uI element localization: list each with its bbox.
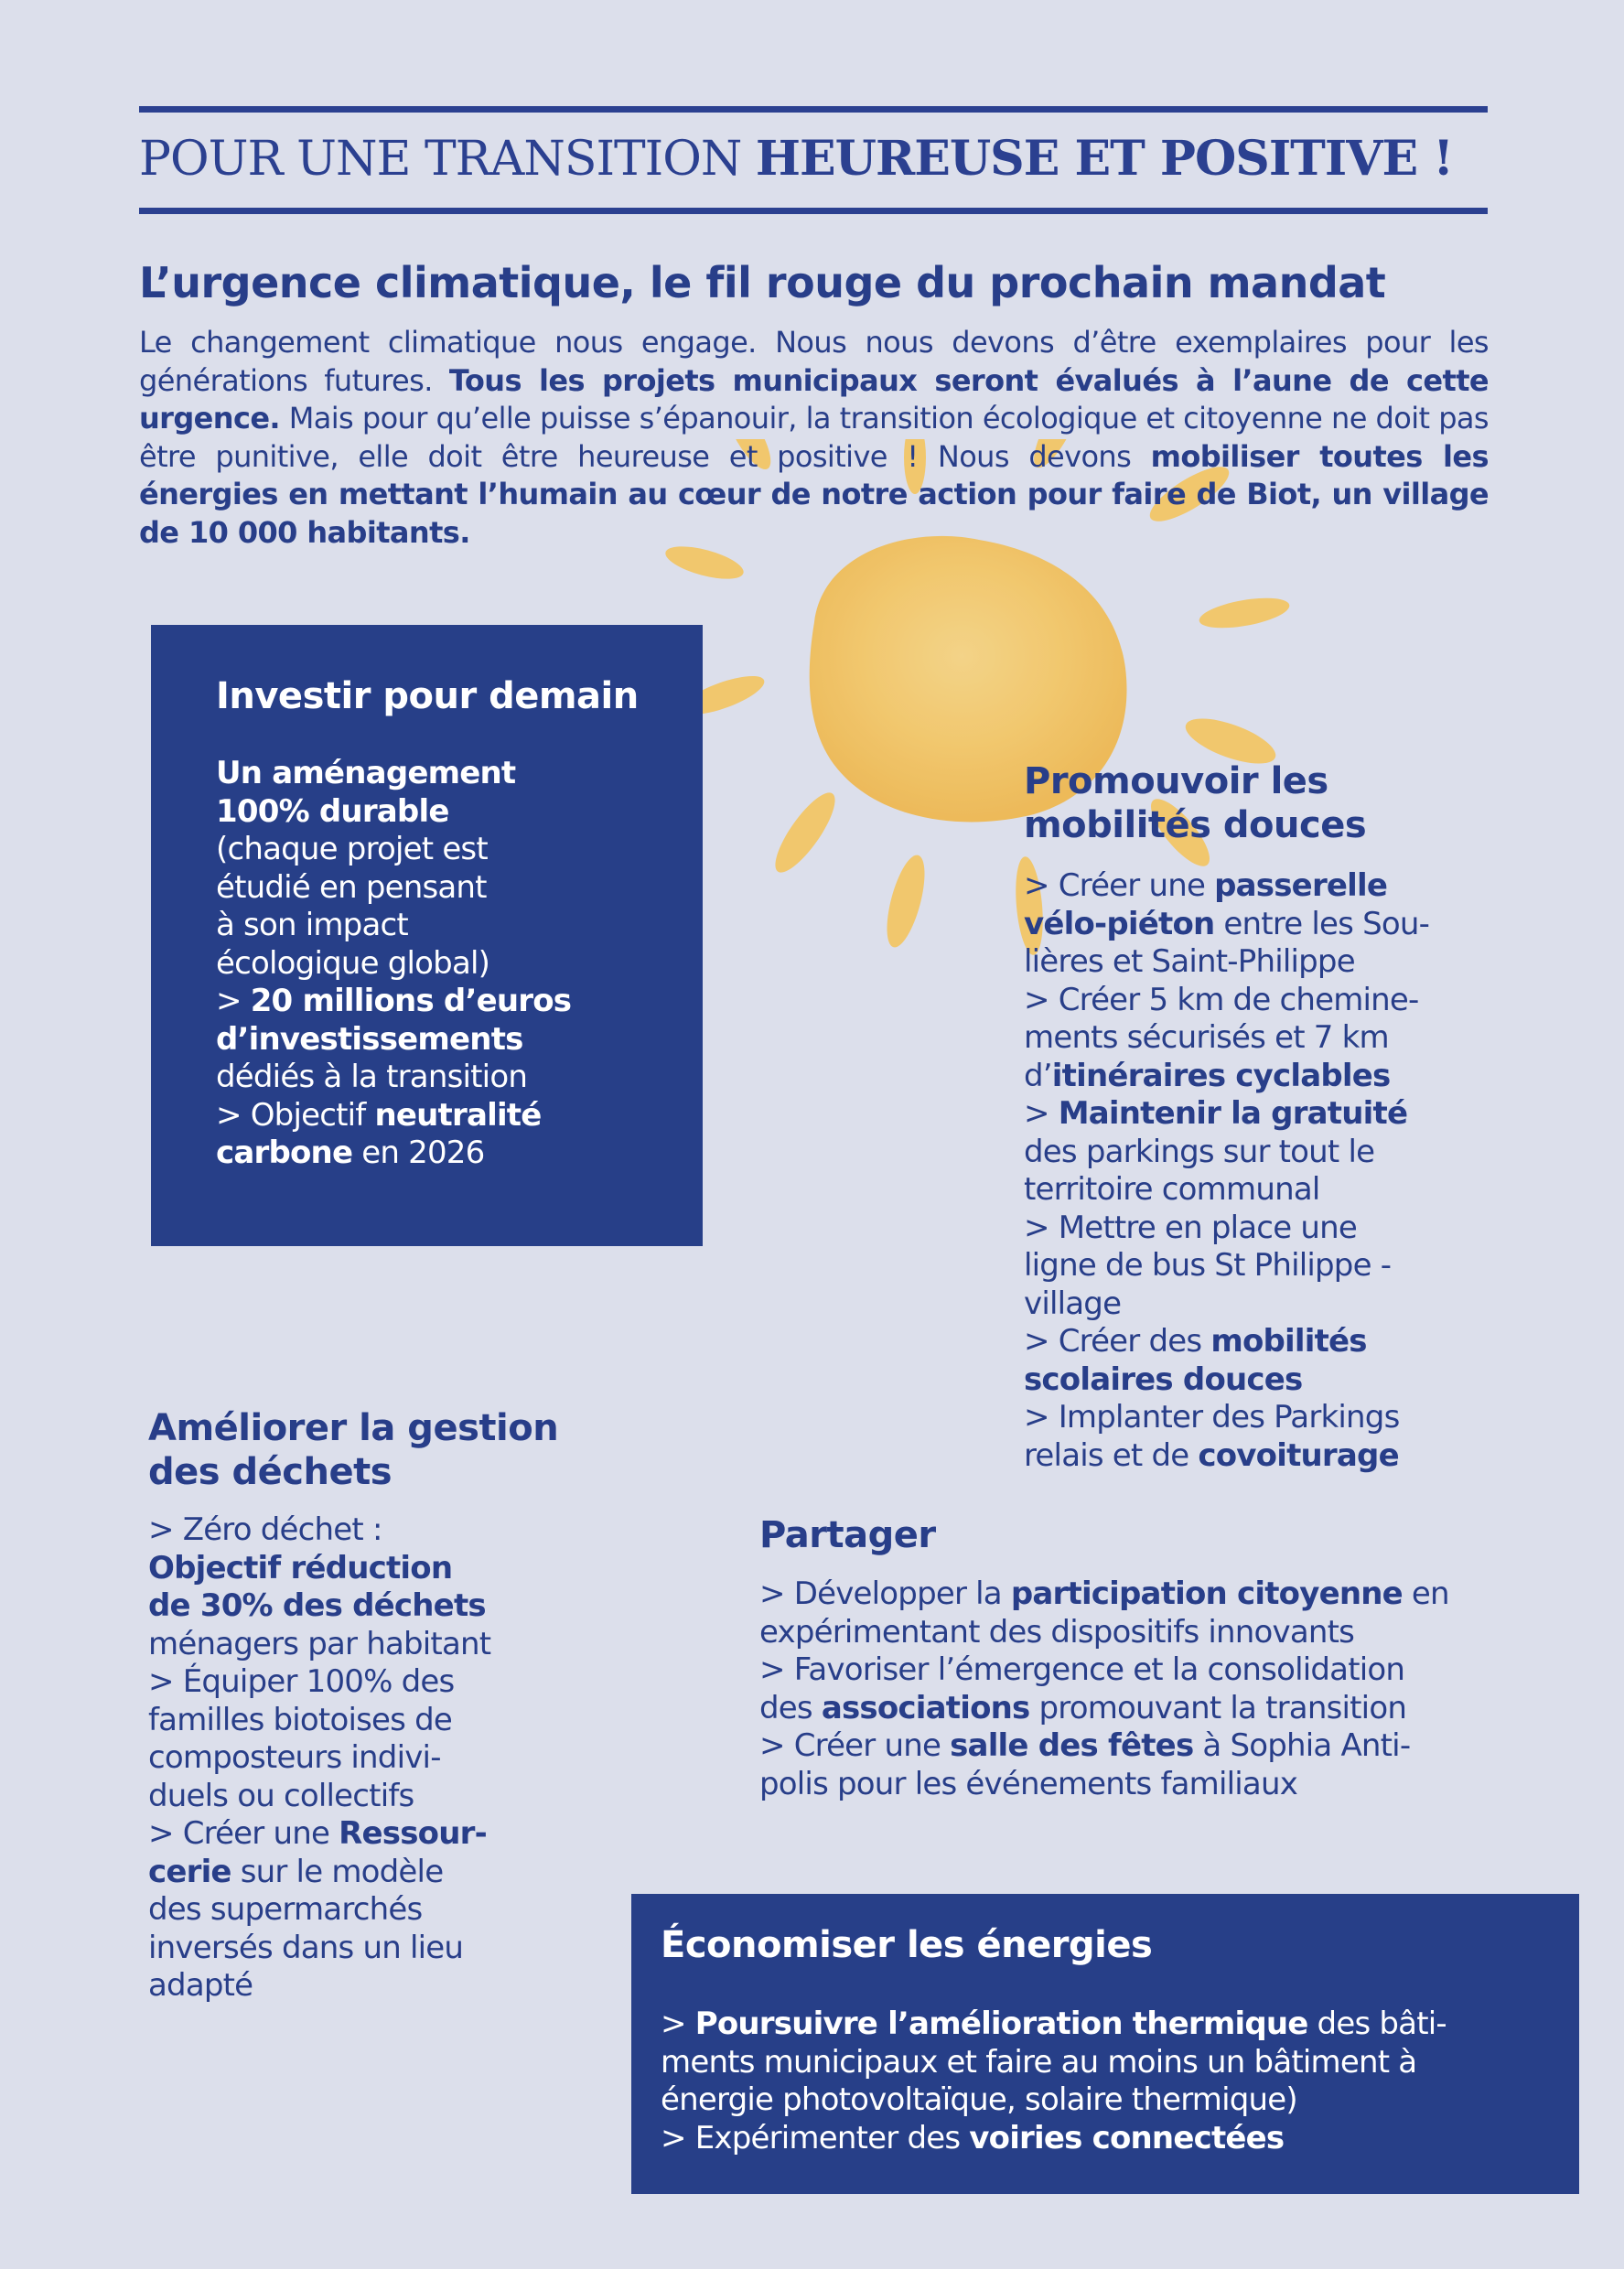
energy-line: > Expérimenter des — [661, 2119, 970, 2156]
title-rule-top — [139, 106, 1488, 113]
invest-line-5: à son impact — [216, 907, 408, 943]
waste-line: > Créer une — [148, 1815, 339, 1852]
mobility-line: des parkings sur tout le — [1024, 1133, 1375, 1170]
sun-ray — [766, 785, 844, 880]
waste-bold: cerie — [148, 1853, 231, 1890]
waste-bold: Objectif réduction — [148, 1549, 453, 1586]
energy-text — [661, 2006, 1566, 2157]
share-line: en — [1402, 1575, 1449, 1612]
mobility-line: entre les Sou- — [1214, 905, 1430, 942]
title-rule-bottom — [139, 208, 1488, 214]
mobility-bold: covoiturage — [1198, 1436, 1399, 1474]
invest-text — [216, 755, 692, 1173]
sun-ray — [879, 852, 932, 952]
waste-line: sur le modèle — [231, 1853, 444, 1890]
mobility-heading — [1024, 759, 1366, 847]
share-line: > Créer une — [759, 1727, 951, 1764]
share-line: expérimentant des dispositifs innovants — [759, 1613, 1355, 1651]
share-heading: Partager — [759, 1514, 936, 1556]
intro-bold-2: mobiliser toutes les énergies en mettant l’humain au cœur de notre action pour faire de Biot, un village de 10 000 habitants. — [139, 438, 1489, 550]
waste-heading-1: Améliorer la gestion — [148, 1407, 559, 1449]
waste-bold: de 30% des déchets — [148, 1587, 486, 1624]
waste-line: > Équiper 100% des — [148, 1663, 455, 1700]
waste-line: inversés dans un lieu — [148, 1929, 464, 1966]
mobility-bold: Maintenir la gratuité — [1058, 1095, 1408, 1132]
mobility-line: relais et de — [1024, 1436, 1199, 1474]
invest-line-4: étudié en pensant — [216, 868, 487, 906]
title-light: POUR UNE TRANSITION — [139, 132, 756, 187]
mobility-bold: itinéraires cyclables — [1051, 1057, 1391, 1094]
intro-heading: L’urgence climatique, le fil rouge du prochain mandat — [139, 258, 1386, 307]
intro-paragraph — [139, 324, 1489, 552]
invest-bold-4: d’investissements — [216, 1020, 523, 1058]
mobility-line: > Créer 5 km de chemine- — [1024, 981, 1419, 1018]
mobility-bold: vélo-piéton — [1024, 905, 1215, 942]
invest-line-11: en 2026 — [352, 1134, 485, 1171]
mobility-line: > Mettre en place une — [1024, 1209, 1357, 1246]
mobility-line: ligne de bus St Philippe - — [1024, 1247, 1392, 1284]
invest-heading: Investir pour demain — [216, 675, 639, 717]
invest-bold-6: carbone — [216, 1134, 353, 1171]
mobility-line: > Créer des — [1024, 1323, 1211, 1360]
intro-text-2: Mais pour qu’elle puisse s’épanouir, la transition écologique et citoyenne ne doit pas être punitive, elle doit être heureuse et positive ! Nous devons — [139, 401, 1489, 474]
invest-bold-2: 100% durable — [216, 792, 449, 830]
invest-bullet: > — [216, 983, 251, 1019]
share-bold: participation citoyenne — [1010, 1575, 1403, 1612]
mobility-heading-1: Promouvoir les — [1024, 760, 1328, 802]
waste-line: duels ou collectifs — [148, 1777, 414, 1814]
mobility-line: village — [1024, 1285, 1122, 1322]
energy-heading: Économiser les énergies — [661, 1924, 1153, 1966]
energy-box — [631, 1894, 1579, 2194]
waste-line: composteurs indivi- — [148, 1739, 441, 1776]
sun-ray — [1197, 593, 1291, 634]
energy-line: énergie photovoltaïque, solaire thermique) — [661, 2081, 1297, 2118]
invest-line-3: (chaque projet est — [216, 831, 488, 867]
invest-line-6: écologique global) — [216, 944, 490, 982]
energy-line: des bâti- — [1307, 2006, 1447, 2042]
energy-line: > — [661, 2006, 695, 2042]
invest-bold-1: Un aménagement — [216, 755, 516, 791]
mobility-line: > — [1024, 1095, 1059, 1132]
mobility-bold: passerelle — [1214, 867, 1388, 904]
share-line: polis pour les événements familiaux — [759, 1765, 1298, 1802]
mobility-line: ments sécurisés et 7 km — [1024, 1019, 1389, 1056]
waste-heading-2: des déchets — [148, 1451, 393, 1493]
mobility-line: > Implanter des Parkings — [1024, 1399, 1400, 1436]
mobility-text — [1024, 867, 1500, 1475]
energy-bold: Poursuivre l’amélioration thermique — [694, 2006, 1308, 2042]
mobility-line: > Créer une — [1024, 867, 1215, 904]
invest-line-10: > Objectif — [216, 1096, 375, 1134]
waste-line: ménagers par habitant — [148, 1625, 491, 1662]
share-line: > Développer la — [759, 1575, 1011, 1612]
intro-text-1: Le changement climatique nous engage. Nous nous devons d’être exemplaires pour les générations futures. — [139, 325, 1489, 398]
waste-bold: Ressour- — [339, 1815, 487, 1852]
invest-line-9: dédiés à la transition — [216, 1059, 528, 1095]
mobility-bold: scolaires douces — [1024, 1360, 1303, 1398]
share-bold: salle des fêtes — [950, 1727, 1194, 1764]
energy-line: ments municipaux et faire au moins un bâtiment à — [661, 2043, 1417, 2081]
invest-box — [151, 625, 703, 1246]
waste-line: adapté — [148, 1967, 253, 2004]
invest-bold-3: 20 millions d’euros — [250, 983, 572, 1019]
share-line: des — [759, 1689, 822, 1726]
mobility-line: territoire communal — [1024, 1171, 1320, 1208]
waste-heading — [148, 1406, 558, 1494]
share-text — [759, 1575, 1510, 1803]
waste-line: des supermarchés — [148, 1891, 423, 1928]
invest-bold-5: neutralité — [374, 1096, 542, 1134]
mobility-heading-2: mobilités douces — [1024, 804, 1367, 846]
intro-bold-1: Tous les projets municipaux seront évalués à l’aune de cette urgence. — [139, 362, 1489, 436]
energy-bold: voiries connectées — [969, 2119, 1285, 2156]
waste-line: > Zéro déchet : — [148, 1511, 382, 1548]
share-bold: associations — [821, 1689, 1030, 1726]
waste-line: familles biotoises de — [148, 1701, 452, 1738]
mobility-line: lières et Saint-Philippe — [1024, 943, 1355, 980]
share-line: à Sophia Anti- — [1193, 1727, 1411, 1764]
share-line: promouvant la transition — [1029, 1689, 1407, 1726]
page-title — [139, 126, 1511, 192]
waste-text — [148, 1511, 587, 2006]
mobility-bold: mobilités — [1210, 1323, 1367, 1360]
share-line: > Favoriser l’émergence et la consolidation — [759, 1651, 1405, 1688]
title-bold: HEUREUSE ET POSITIVE ! — [755, 131, 1454, 187]
mobility-line: d’ — [1024, 1057, 1052, 1094]
